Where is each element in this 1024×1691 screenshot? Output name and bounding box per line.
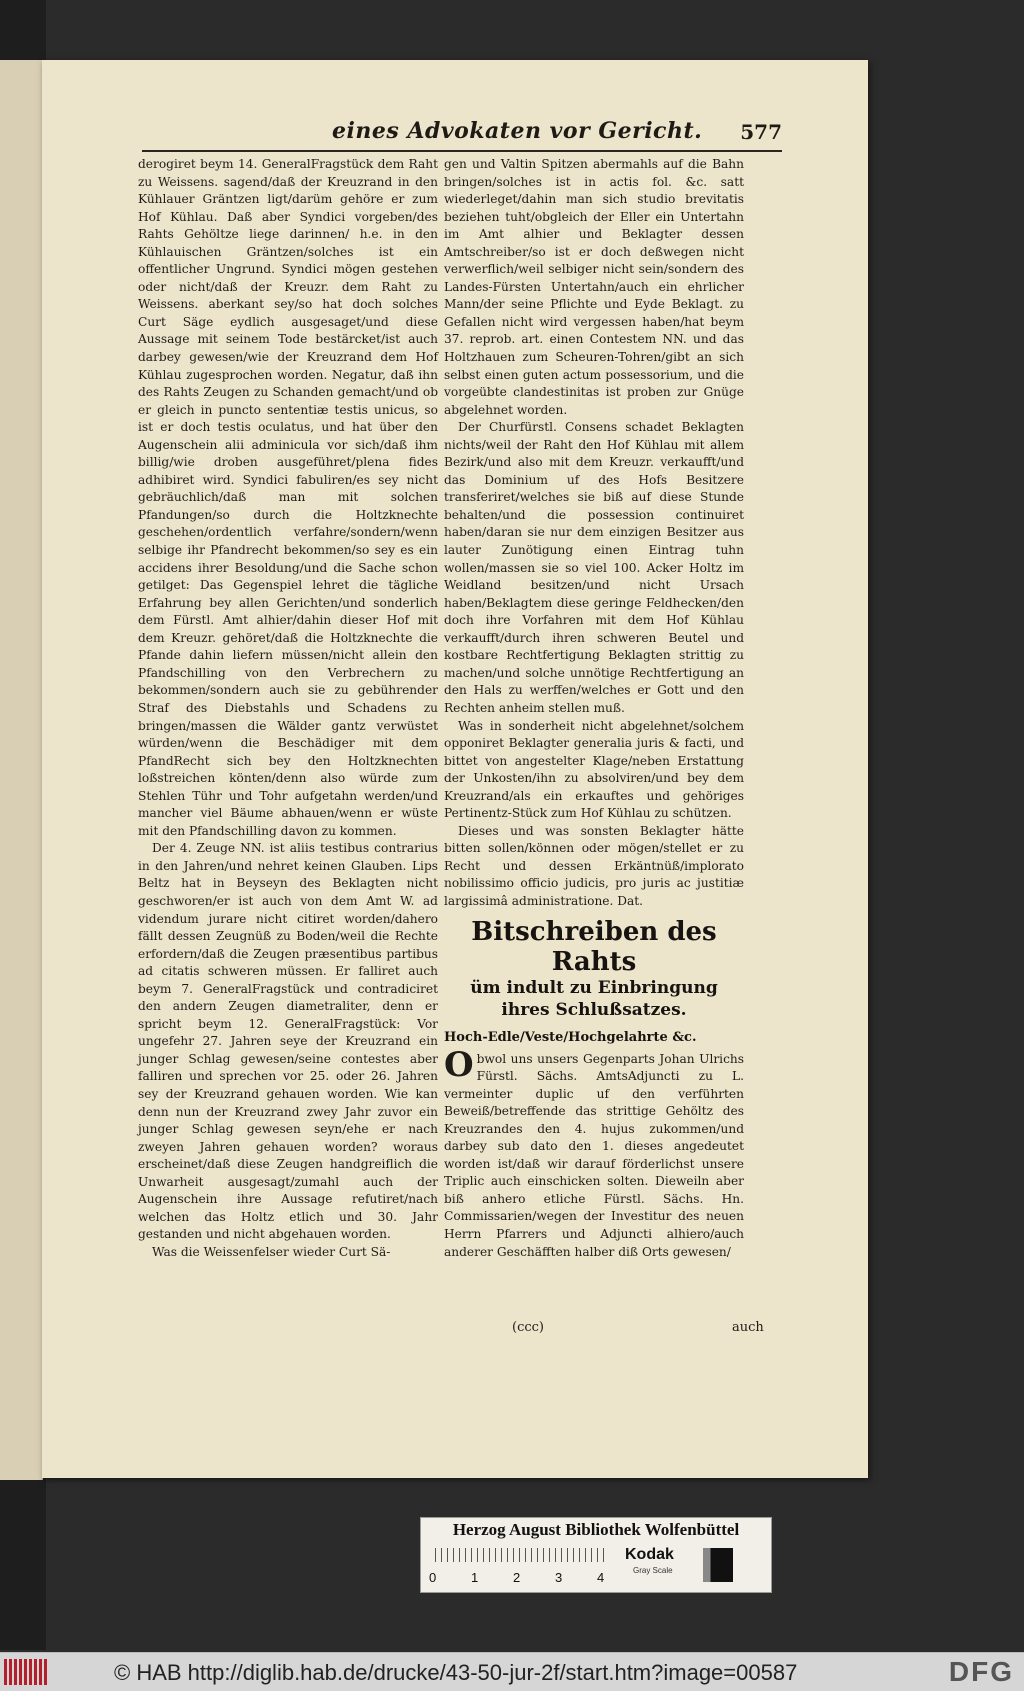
color-calibration-bar <box>420 1517 772 1593</box>
page-header <box>142 116 782 152</box>
left-column <box>138 156 438 1261</box>
book-page <box>42 60 868 1478</box>
ruler-number: 3 <box>555 1570 563 1585</box>
right-column <box>444 156 744 1261</box>
dfg-logo: DFG <box>948 1656 1014 1687</box>
grayscale-label: Gray Scale <box>633 1566 673 1575</box>
signature-mark: (ccc) <box>512 1320 544 1335</box>
ruler-numbers <box>429 1570 639 1585</box>
running-title: eines Advokaten vor Gericht. <box>332 118 703 144</box>
ruler-number: 1 <box>471 1570 479 1585</box>
ruler-number: 4 <box>597 1570 605 1585</box>
hab-logo-icon <box>4 1659 48 1685</box>
paragraph: Was die Weissenfelser wieder Curt Sä- <box>152 1244 391 1259</box>
ruler-scale <box>435 1548 605 1562</box>
paragraph: Der 4. Zeuge NN. ist aliis testibus contrarius in den Jahren/und nehret keinen Glauben. Lips Beltz hat in Beyseyn des Beklagten nicht geschworen/er ist auch von dem Amt W. ad videndum jurare nicht citiret worden/dahero fällt dessen Zeugnüß zu Boden/weil die Rechte erfordern/daß die Zeugen præsentibus partibus ad citatis schweren müssen. Er falliret auch beym 7. GeneralFragstück und contradiciret den andern Zeugen diametraliter, denn er spricht beym 12. GeneralFragstück: Vor ungefehr 27. Jahren seye der Kreuzrand ein junger Schlag gewesen/seine contestes aber falliren und sprechen vor 25. oder 26. Jahren sey der Kreuzrand gehauen worden. Wie kan denn nun der Kreuzrand zwey Jahr zuvor ein junger Schlag gewesen seyn/ehe er nach zweyen Jahren gehauen worden? woraus erscheinet/daß diese Zeugen handgreiflich die Unwarheit ausgesagt/zumahl auch der Augenschein ihre Aussage refutiret/nach welchen das Holtz etlich und 30. Jahr gestanden und nicht abgehauen worden. <box>138 841 438 1242</box>
ruler-number: 0 <box>429 1570 437 1585</box>
section-heading: Bitschreiben des Rahts <box>471 916 717 977</box>
footer-bar <box>0 1652 1024 1691</box>
salutation: Hoch-Edle/Veste/Hochgelahrte &c. <box>444 1029 697 1045</box>
paragraph: Dieses und was sonsten Beklagter hätte bitten sollen/können oder mögen/stellet er zu Recht und dessen Erkäntnüß/implorato nobilissimo officio judicis, pro juris ac justitiæ largissimâ administratione. Dat. <box>444 823 744 908</box>
library-name: Herzog August Bibliothek Wolfenbüttel <box>452 1520 740 1539</box>
paragraph: Was in sonderheit nicht abgelehnet/solchem opponiret Beklagter generalia juris & facti, und bittet von angestelter Klage/neben Erstattung der Unkosten/ihn zu absolviren/und bey dem Kreuzrand/als ein erkauftes und gehöriges Pertinentz-Stück zum Hof Kühlau zu schützen. <box>444 718 744 821</box>
paragraph: gen und Valtin Spitzen abermahls auf die Bahn bringen/solches ist in actis fol. &c. satt wiederleget/dahin man sich studio brevitatis beziehen tuht/obgleich der Eller ein Untertahn im Amt alhier und Beklagter dessen Amtschreiber/so ist er doch deßwegen nicht verwerflich/weil selbiger nicht sein/sondern des Landes-Fürsten Untertahn/auch ein ehrlicher Mann/der seine Pflichte und Eyde Beklagt. zu Gefallen nicht wird vergessen haben/hat beym 37. reprob. art. einen Contestem NN. und das Holtzhauen zum Scheuren-Tohren/gibt an sich selbst einen guten actum possessorium, und die vorgeübte clandestinitas ist proben zur Gnüge abgelehnet worden. <box>444 157 744 417</box>
source-url[interactable]: © HAB http://diglib.hab.de/drucke/43-50-jur-2f/start.htm?image=00587 <box>114 1660 798 1685</box>
catch-word: auch <box>732 1320 764 1335</box>
letter-body: Obwol uns unsers Gegenparts Johan Ulrichs Fürstl. Sächs. AmtsAdjuncti zu L. vermeinter duplic uf den verführten Beweiß/betreffende das strittige Gehöltz des Kreuzrandes den 4. hujus zukommen/und darbey sub dato den 1. dieses angedeutet worden ist/daß wir darauf förderlichst unsere Triplic auch einschicken solten. Dieweiln aber biß anhero etliche Fürstl. Sächs. Hn. Commissarien/wegen der Investitur des neuen Herrn Pfarrers und Adjuncti alhiero/auch anderer Geschäfften halber diß Orts gewesen/ <box>444 1044 744 1259</box>
paragraph: Der Churfürstl. Consens schadet Beklagten nichts/weil der Raht den Hof Kühlau mit allem Bezirk/und also mit dem Kreuzr. verkaufft/und das Dominium uf des Hofs Besitzere transferiret/welches sie biß auf diese Stunde behalten/und die possession continuiret haben/daran sie nur dem einzigen Besitzer aus lauter Zunötigung einen Eintrag tuhn wollen/massen sie so viel 100. Acker Holtz im Weidland besitzen/und nicht Ursach haben/Beklagtem diese geringe Feldhecken/den doch ihre Vorfahren mit dem Hof Kühlau verkaufft/durch ihren schweren Beutel und kostbare Rechtfertigung Beklagten strittig zu machen/und solche unnötige Rechtfertigung an den Hals zu werffen/welches er Gott und den Rechten anheim stellen muß. <box>444 420 744 715</box>
section-subheading: üm indult zu Einbringung ihres Schlußsatzes. <box>470 977 718 1020</box>
ruler-number: 2 <box>513 1570 521 1585</box>
paragraph: derogiret beym 14. GeneralFragstück dem Raht zu Weissens. sagend/daß der Kreuzrand in den Kühlauer Gräntzen ligt/darüm gehöre er zum Hof Kühlau. Daß aber Syndici vorgeben/des Rahts Gehöltze liege darinnen/ h.e. in den Kühlauischen Gräntzen/solches ist ein offentlicher Ungrund. Syndici mögen gestehen oder nicht/daß der Kreuzr. dem Raht zu Weissens. aberkant sey/so hat doch solches Curt Säge eydlich ausgesaget/und diese Aussage mit seinem Tode bestärcket/ist auch darbey gewesen/wie der Kreuzrand dem Hof Kühlau zugesprochen worden. Negatur, daß ihn des Rahts Zeugen zu Schanden gemacht/und ob er gleich in puncto sententiæ testis unicus, so ist er doch testis oculatus, und hat über den Augenschein alii adminicula vor sich/daß ihm billig/wie droben ausgeführet/plena fides adhibiret wird. Syndici fabuliren/es sey nicht gebräuchlich/daß man mit solchen Pfandungen/so durch die Holtzknechte geschehen/ordentlich verfahre/sondern/wenn selbige ihr Pfandrecht bekommen/so sey es ein accidens ihrer Besoldung/und die Sache schon getilget: Das Gegenspiel lehret die tägliche Erfahrung bey allen Gerichten/und sonderlich dem Fürstl. Amt alhier/dahin dieser Hof mit dem Kreuzr. gehöret/daß die Holtzknechte die Pfande dahin liefern müssen/nicht allein den Pfandschilling von den Verbrechern zu bekommen/sondern auch sie zu gebührender Straf des Diebstahls und Schadens zu bringen/massen die Wälder gantz verwüstet würden/wenn die Beschädiger mit dem PfandRecht sich bey den Holtzknechten loßstreichen könten/denn also würde zum Stehlen Tühr und Tohr aufgetahn werden/und mancher viel Bäume abhauen/wenn er wüste mit den Pfandschilling davon zu kommen. <box>138 157 438 838</box>
previous-page-edge <box>0 60 43 1480</box>
gray-swatch <box>703 1548 733 1582</box>
page-number: 577 <box>740 120 782 144</box>
kodak-label: Kodak <box>625 1546 674 1563</box>
